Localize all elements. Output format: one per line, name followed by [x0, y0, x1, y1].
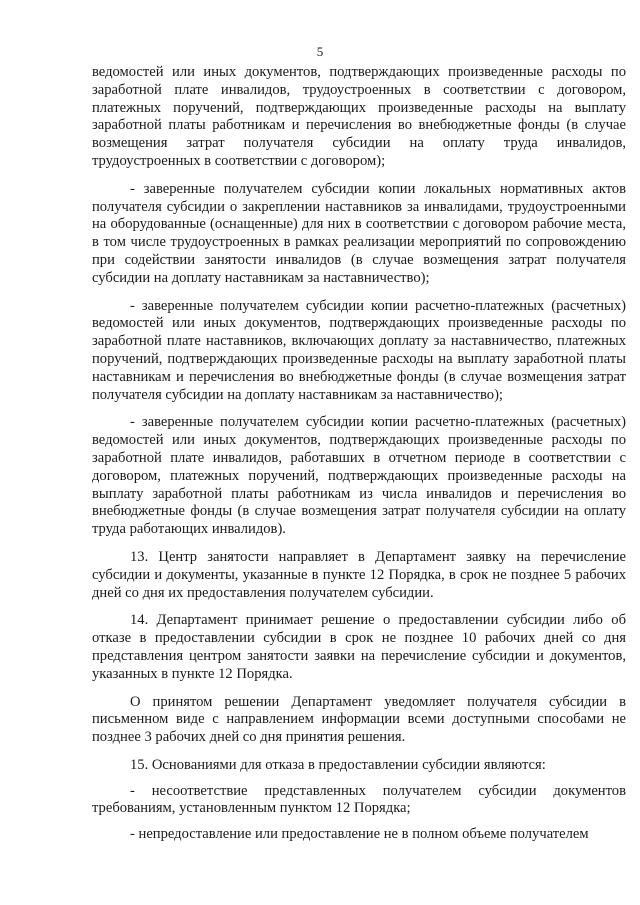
paragraph-list-item: - заверенные получателем субсидии копии локальных нормативных актов получателя субсидии о закреплении наставников за инвалидами, трудоустроенными на оборудованные (оснащенные) для них в соответствии с договором рабочие места, в том числе трудоустроенных в рамках реализации мероприятий по сопровождению при содействии занятости инвалидов (в случае возмещения затрат получателя субсидии на доплату наставникам за наставничество); — [92, 180, 626, 286]
paragraph-clause-14: 14. Департамент принимает решение о предоставлении субсидии либо об отказе в предоставлении субсидии в срок не позднее 10 рабочих дней со дня представления центром занятости заявки на перечисление субсидии и документов, указанных в пункте 12 Порядка. — [92, 612, 626, 682]
paragraph-clause-15: 15. Основаниями для отказа в предоставлении субсидии являются: — [130, 756, 546, 773]
paragraph-notification: О принятом решении Департамент уведомляет получателя субсидии в письменном виде с направлением информации всеми доступными способами не позднее 3 рабочих дней со дня принятия решения. — [92, 693, 626, 746]
document-body — [92, 64, 626, 854]
page-number: 5 — [316, 44, 324, 59]
paragraph-clause-13: 13. Центр занятости направляет в Департамент заявку на перечисление субсидии и документы, указанные в пункте 12 Порядка, в срок не позднее 5 рабочих дней со дня их предоставления получателем субсидии. — [92, 548, 626, 601]
paragraph-list-item: - несоответствие представленных получателем субсидии документов требованиям, установленным пунктом 12 Порядка; — [92, 782, 626, 817]
paragraph-list-item: - непредоставление или предоставление не в полном объеме получателем — [130, 826, 589, 843]
paragraph-list-item: - заверенные получателем субсидии копии расчетно-платежных (расчетных) ведомостей или иных документов, подтверждающих произведенные расходы по заработной плате наставников, включающих доплату за наставничество, платежных поручений, подтверждающих произведенные расходы на выплату заработной платы наставникам и перечисления во внебюджетные фонды (в случае возмещения затрат получателя субсидии на доплату наставникам за наставничество); — [92, 297, 626, 403]
paragraph-continuation: ведомостей или иных документов, подтверждающих произведенные расходы по заработной плате инвалидов, трудоустроенных в соответствии с договором, платежных поручений, подтверждающих произведенные расходы на выплату заработной платы работникам и перечисления во внебюджетные фонды (в случае возмещения затрат получателя субсидии на оплату труда инвалидов, трудоустроенных в соответствии с договором); — [92, 64, 626, 169]
paragraph-list-item: - заверенные получателем субсидии копии расчетно-платежных (расчетных) ведомостей или иных документов, подтверждающих произведенные расходы по заработной плате инвалидов, работавших в отчетном периоде в соответствии с договором, платежных поручений, подтверждающих произведенные расходы на выплату заработной платы работникам из числа инвалидов и перечисления во внебюджетные фонды (в случае возмещения затрат получателя субсидии на оплату труда работающих инвалидов). — [92, 414, 626, 538]
